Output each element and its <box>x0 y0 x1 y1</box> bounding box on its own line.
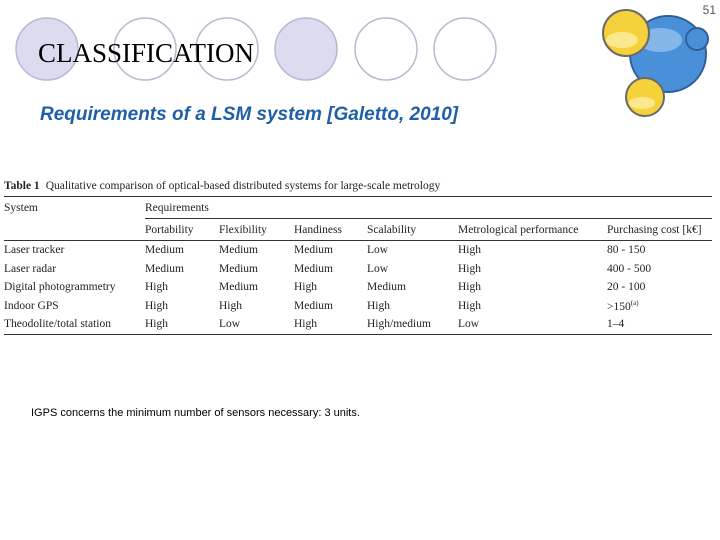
row-system: Theodolite/total station <box>4 315 145 334</box>
molecule-logo-icon <box>603 10 708 116</box>
table-cell: 1–4 <box>607 315 712 334</box>
row-system: Laser tracker <box>4 244 65 257</box>
table-cell: High <box>458 262 481 275</box>
table-cell: High <box>367 299 390 312</box>
column-header: Scalability <box>367 219 458 241</box>
table-row <box>4 315 712 334</box>
table-row <box>4 278 712 297</box>
table-row <box>4 297 712 316</box>
table-cell: High <box>145 281 168 294</box>
table-cell: 20 - 100 <box>607 281 646 294</box>
table-cell: High <box>219 299 242 312</box>
table-cell: Medium <box>367 281 406 294</box>
header-system: System <box>4 197 145 219</box>
table-cell: High/medium <box>367 315 458 334</box>
comparison-table <box>4 196 712 335</box>
table-cell: Medium <box>294 262 333 275</box>
table-cell: Medium <box>219 244 258 257</box>
row-system: Digital photogrammetry <box>4 281 116 294</box>
table-caption-text: Qualitative comparison of optical-based distributed systems for large-scale metrology <box>45 180 441 192</box>
column-header: Flexibility <box>219 219 294 241</box>
table-cell: Low <box>367 244 389 257</box>
comparison-table-block <box>4 180 712 335</box>
table-cell: High <box>458 281 481 294</box>
table-cell: 400 - 500 <box>607 262 652 275</box>
table-cell: High <box>145 315 219 334</box>
table-cell <box>607 297 712 316</box>
column-header: Handiness <box>294 219 367 241</box>
table-note: IGPS concerns the minimum number of sensors necessary: 3 units. <box>31 407 360 419</box>
slide-title: CLASSIFICATION <box>38 38 255 68</box>
row-system: Laser radar <box>4 262 57 275</box>
table-cell: Medium <box>145 262 184 275</box>
footnote-marker: (a) <box>630 298 639 307</box>
slide-number: 51 <box>702 3 716 17</box>
deco-circle-5 <box>355 18 417 80</box>
table-cell: High <box>145 299 168 312</box>
row-system: Indoor GPS <box>4 299 59 312</box>
table-group-header-row <box>4 197 712 219</box>
column-header: Portability <box>145 219 219 241</box>
cost-value: >150 <box>607 300 631 313</box>
table-cell: Low <box>458 315 607 334</box>
table-cell: Medium <box>294 299 333 312</box>
table-cell: Medium <box>219 281 258 294</box>
table-cell: Medium <box>145 244 184 257</box>
table-cell: Medium <box>294 244 333 257</box>
table-cell: High <box>458 299 481 312</box>
column-header: Metrological performance <box>458 219 607 241</box>
table-cell: High <box>294 281 317 294</box>
header-requirements: Requirements <box>145 197 712 219</box>
table-row <box>4 241 712 260</box>
table-cell: 80 - 150 <box>607 244 646 257</box>
deco-circle-4 <box>275 18 337 80</box>
deco-circle-6 <box>434 18 496 80</box>
table-cell: High <box>458 244 481 257</box>
table-caption <box>4 180 712 192</box>
table-cell: High <box>294 315 367 334</box>
column-header: Purchasing cost [k€] <box>607 219 712 241</box>
table-cell: Low <box>367 262 389 275</box>
table-column-header-row <box>4 219 712 241</box>
table-caption-label: Table 1 <box>4 180 40 192</box>
table-row <box>4 260 712 279</box>
slide-subtitle: Requirements of a LSM system [Galetto, 2010] <box>40 104 459 125</box>
table-cell: Medium <box>219 262 258 275</box>
table-cell: Low <box>219 315 294 334</box>
